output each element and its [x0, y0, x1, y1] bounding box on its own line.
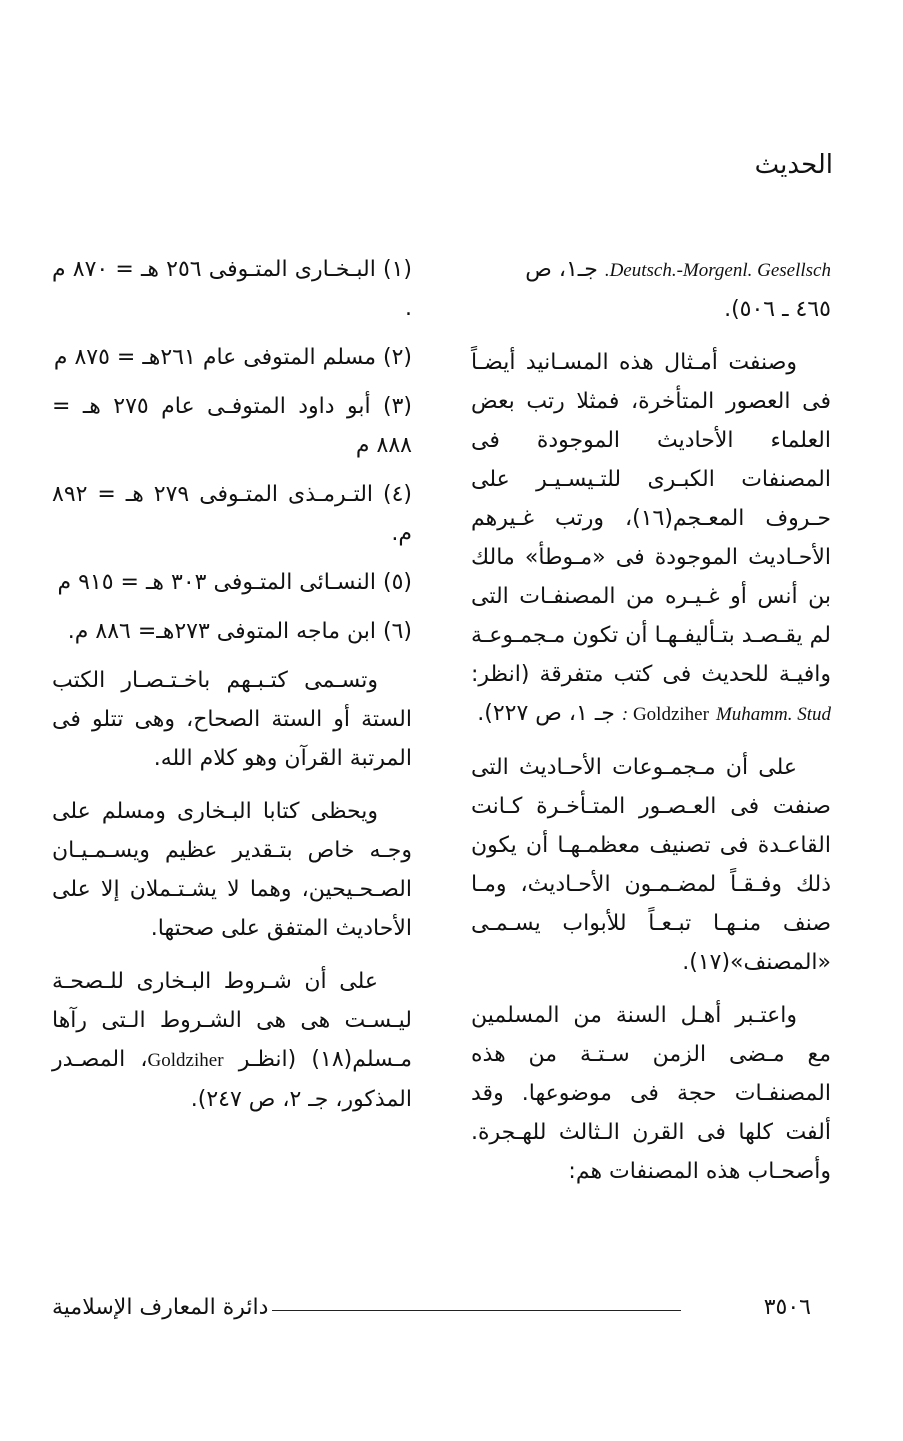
running-title: الحديث: [754, 150, 833, 180]
reference-latin-title: Deutsch.-Morgenl. Gesellsch.: [604, 260, 831, 281]
paragraph-text: على أن شـروط البـخارى للـصحـة ليـسـت هى هى الشـروط الـتى رآها مـسلم(١٨) (انظـر: [52, 969, 413, 1072]
reference-volume: جـ١، ص: [525, 257, 598, 282]
citation-author: Goldziher: [147, 1050, 224, 1071]
paragraph: واعتـبر أهـل السنة من المسلمين مع مـضى الزمن سـتـة من هذه المصنفـات حجة فى موضوعها. وقد ألفت كلها فى القرن الـثالث للهـجرة. وأصحـاب هذه المصنفات هم:: [471, 1003, 831, 1184]
list-item-nasai: (٥) النسـائى المتـوفى ٣٠٣ هـ = ٩١٥ م: [57, 570, 412, 595]
list-item-tirmidhi: (٤) التـرمـذى المتـوفى ٢٧٩ هـ = ٨٩٢ م.: [52, 482, 412, 546]
paragraph: وتسـمى كتـبـهم باخـتـصـار الكتب الستة أو الستة الصحاح، وهى تتلو فى المرتبة القرآن وهو كلام الله.: [52, 668, 412, 771]
reference-continuation: [471, 250, 831, 329]
paragraph-text: وصنفت أمـثال هذه المسـانيد أيضـاً فى العصور المتأخرة، فمثلا رتب بعض العلماء الأحاديث الموجودة فى المصنفات الكبـرى للتـيسـيـر على حـروف المعـجم(١٦)، ورتب غـيرهم الأحـاديث الموجودة فى «مـوطأ» مالك بن أنس أو غـيـره من المصنفـات التى لم يقـصـد بتـأليفـهـا أن تكون مـجمـوعـة وافيـة للحديث فى كتب متفرقة (انظر:: [471, 350, 831, 687]
list-item-muslim: (٢) مسلم المتوفى عام ٢٦١هـ = ٨٧٥ م: [53, 345, 412, 370]
page-footer: [52, 1295, 831, 1325]
citation-pages: جـ ١، ص ٢٢٧).: [477, 701, 615, 726]
citation-author: Goldziher: [632, 704, 709, 725]
list-item-bukhari: (١) البـخـارى المتـوفى ٢٥٦ هـ = ٨٧٠ م .: [52, 257, 413, 321]
citation-title: Muhamm. Stud :: [621, 704, 831, 725]
left-column: [52, 250, 412, 1133]
paragraph: ويحظى كتابا البـخارى ومسلم على وجـه خاص بتـقدير عظيم ويسـمـيـان الصـحـيحين، وهما لا يشـتـملان إلا على الأحاديث المتفق على صحتها.: [52, 799, 412, 941]
footer-rule: [272, 1310, 681, 1311]
reference-pages: ٤٦٥ ـ ٥٠٦).: [724, 297, 831, 322]
list-item-abu-dawud: (٣) أبو داود المتوفـى عام ٢٧٥ هـ = ٨٨٨ م: [52, 394, 412, 458]
paragraph-text: ، المصـدر المذكور، جـ ٢، ص ٢٤٧).: [52, 1047, 412, 1112]
journal-title: دائرة المعارف الإسلامية: [52, 1295, 269, 1320]
paragraph: [52, 962, 412, 1119]
page-number: ٣٥٠٦: [763, 1295, 811, 1320]
paragraph: [471, 343, 831, 734]
paragraph: على أن مـجمـوعات الأحـاديث التى صنفت فى العـصـور المتـأخـرة كـانت القاعـدة فى تصنيف معظمـهـا أن يكون ذلك وفـقـاً لمضـمـون الأحـاديث، ومـا صنف منـهـا تبـعـاً للأبواب يسـمـى «المصنف»(١٧).: [471, 755, 831, 975]
list-item-ibn-majah: (٦) ابن ماجه المتوفى ٢٧٣هـ= ٨٨٦ م.: [67, 619, 412, 644]
right-column: [471, 250, 831, 1205]
